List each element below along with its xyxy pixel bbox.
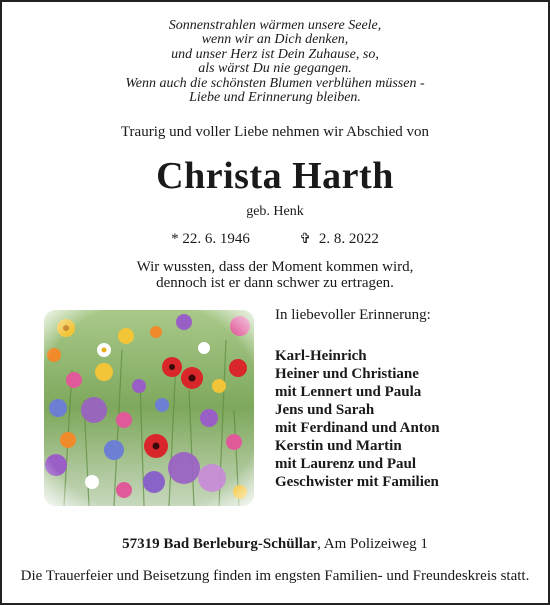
poem-line: als wärst Du nie gegangen.: [198, 61, 352, 77]
mourners-list: [275, 347, 440, 491]
mourner-entry: Geschwister mit Familien: [275, 474, 439, 490]
address-place: 57319 Bad Berleburg-Schüllar: [122, 536, 318, 552]
maiden-name: geb. Henk: [246, 204, 304, 219]
birth-date: * 22. 6. 1946: [171, 231, 250, 247]
funeral-note: Die Trauerfeier und Beisetzung finden im engsten Familien- und Freundeskreis statt.: [20, 568, 530, 584]
farewell-intro: Traurig und voller Liebe nehmen wir Abschied von: [120, 124, 430, 140]
address-street: , Am Polizeiweg 1: [317, 536, 428, 552]
poem-line: wenn wir an Dich denken,: [201, 32, 349, 48]
deceased-name: Christa Harth: [156, 155, 394, 197]
poem-line: Sonnenstrahlen wärmen unsere Seele,: [168, 18, 382, 33]
quote-line: Wir wussten, dass der Moment kommen wird,: [136, 259, 414, 275]
life-dates: [2, 231, 548, 248]
death-date: 2. 8. 2022: [318, 231, 379, 247]
family-address: [2, 536, 548, 553]
memory-heading: In liebevoller Erinnerung:: [275, 307, 431, 323]
poem-line: Liebe und Erinnerung bleiben.: [189, 90, 361, 106]
quote-line: dennoch ist er dann schwer zu ertragen.: [156, 274, 394, 291]
poem: [2, 19, 548, 105]
poem-line: und unser Herz ist Dein Zuhause, so,: [171, 46, 379, 62]
flower-meadow-image: [44, 310, 254, 506]
mourner-entry: mit Ferdinand und Anton: [275, 420, 440, 436]
mourning-quote: [2, 260, 548, 291]
flower-meadow-illustration: [44, 310, 254, 506]
mourner-entry: mit Lennert und Paula: [275, 384, 422, 400]
mourner-entry: Kerstin und Martin: [275, 438, 402, 454]
mourner-entry: Jens und Sarah: [275, 402, 375, 418]
mourner-entry: Heiner und Christiane: [275, 366, 419, 382]
mourner-entry: Karl-Heinrich: [275, 348, 367, 364]
mourner-entry: mit Laurenz und Paul: [275, 456, 416, 472]
poem-line: Wenn auch die schönsten Blumen verblühen müssen -: [125, 75, 425, 91]
cross-icon: ✞: [299, 232, 312, 247]
